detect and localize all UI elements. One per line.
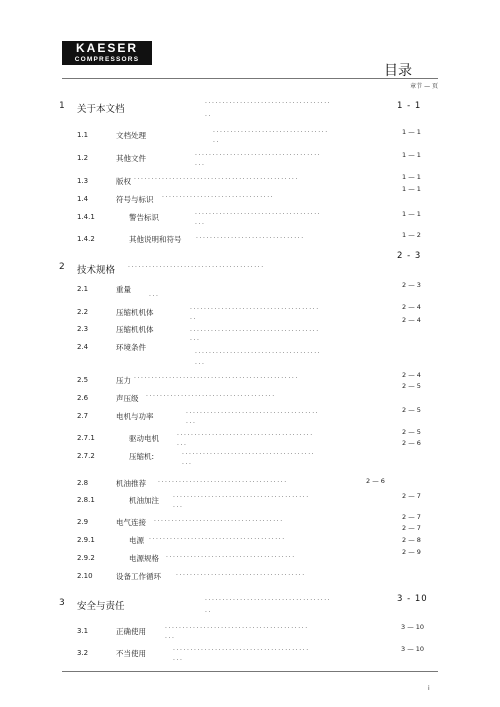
dot-leader: ··: [205, 609, 213, 616]
toc-entry-label[interactable]: 声压级: [116, 394, 139, 403]
toc-number: 2.1: [77, 285, 89, 293]
toc-entry-label[interactable]: 其他说明和符号: [129, 235, 182, 244]
dot-leader: ·····································: [146, 393, 276, 400]
dot-leader: ·········································: [165, 625, 309, 632]
toc-number: 1.3: [77, 177, 89, 185]
dot-leader: ·······································: [173, 647, 310, 654]
toc-page: 3 — 10: [401, 623, 425, 631]
toc-entry-label[interactable]: 压力: [116, 376, 131, 385]
toc-number: 3.1: [77, 627, 89, 635]
toc-entry-label[interactable]: 电气连接: [116, 518, 146, 527]
dot-leader: ···: [195, 361, 206, 368]
toc-entry-label[interactable]: 其他文件: [116, 154, 146, 163]
toc-page: 1 — 1: [402, 128, 421, 136]
toc-entry-label[interactable]: 压缩机机体: [116, 308, 154, 317]
toc-number: 1.4: [77, 195, 89, 203]
toc-entry-label[interactable]: 技术规格: [77, 265, 116, 276]
dot-leader: ····································: [195, 211, 322, 218]
toc-number: 3.2: [77, 649, 89, 657]
toc-page: 2 — 4: [402, 303, 421, 311]
toc-page: 1 — 1: [402, 185, 421, 193]
dot-leader: ··: [190, 316, 198, 323]
toc-number: 2.6: [77, 394, 89, 402]
toc-entry-label[interactable]: 安全与责任: [77, 601, 125, 612]
toc-page: 1 - 1: [397, 101, 422, 111]
toc-number: 1.4.1: [77, 213, 95, 221]
page-title: 目录: [384, 63, 412, 79]
toc-entry-label[interactable]: 电源规格: [129, 554, 159, 563]
toc-entry-label[interactable]: 驱动电机: [129, 434, 159, 443]
dot-leader: ···············································: [134, 375, 299, 382]
dot-leader: ··: [205, 113, 213, 120]
dot-leader: ····································: [195, 350, 322, 357]
logo-line2: COMPRESSORS: [74, 56, 140, 63]
dot-leader: ·····································: [176, 572, 306, 579]
toc-entry-label[interactable]: 不当使用: [116, 649, 146, 658]
toc-number: 2.2: [77, 308, 89, 316]
toc-page: 3 - 10: [397, 594, 428, 604]
toc-entry-label[interactable]: 电源: [129, 536, 144, 545]
toc-number: 2.3: [77, 325, 89, 333]
toc-page: 2 — 6: [366, 477, 385, 485]
logo-line1: KAESER: [75, 41, 138, 55]
dot-leader: ···: [190, 337, 201, 344]
toc-entry-label[interactable]: 符号与标识: [116, 195, 154, 204]
toc-page: 2 — 5: [402, 406, 421, 414]
toc-number: 2.7.1: [77, 434, 95, 442]
dot-leader: ·····································: [154, 518, 284, 525]
toc-page: 1 — 2: [402, 231, 421, 239]
page-number: i: [428, 685, 430, 692]
toc-entry-label[interactable]: 警告标识: [129, 213, 159, 222]
dot-leader: ·······································: [173, 494, 310, 501]
dot-leader: ·····································: [158, 479, 288, 486]
toc-page: 2 — 5: [402, 382, 421, 390]
dot-leader: ····································: [205, 100, 332, 107]
toc-number: 2.4: [77, 343, 89, 351]
toc-entry-label[interactable]: 重量: [116, 285, 131, 294]
toc-page: 1 — 1: [402, 151, 421, 159]
dot-leader: ·····································: [190, 328, 320, 335]
toc-entry-label[interactable]: 机油加注: [129, 496, 159, 505]
toc-number: 2.9.2: [77, 554, 95, 562]
toc-number: 2: [59, 262, 65, 272]
dot-leader: ···: [173, 657, 184, 664]
toc-number: 1.1: [77, 131, 89, 139]
dot-leader: ·······························: [196, 235, 305, 242]
toc-number: 2.7: [77, 412, 89, 420]
toc-page: 2 — 4: [402, 371, 421, 379]
toc-number: 1: [59, 101, 65, 111]
kaeser-logo: [62, 41, 152, 65]
toc-page: 1 — 1: [402, 210, 421, 218]
dot-leader: ···: [165, 635, 176, 642]
toc-page: 1 — 1: [402, 173, 421, 181]
toc-number: 1.4.2: [77, 235, 95, 243]
dot-leader: ···: [186, 420, 197, 427]
dot-leader: ·································: [213, 129, 329, 136]
toc-entry-label[interactable]: 设备工作循环: [116, 572, 161, 581]
toc-page: 2 — 6: [402, 439, 421, 447]
toc-page: 2 - 3: [397, 251, 422, 261]
page-column-header: 章节 — 页: [410, 83, 438, 90]
dot-leader: ·······································: [177, 432, 314, 439]
toc-entry-label[interactable]: 机油推荐: [116, 479, 146, 488]
dot-leader: ···: [182, 461, 193, 468]
dot-leader: ··: [213, 139, 221, 146]
dot-leader: ······································: [182, 451, 316, 458]
dot-leader: ···············································: [134, 176, 299, 183]
dot-leader: ································: [162, 194, 275, 201]
toc-entry-label[interactable]: 正确使用: [116, 627, 146, 636]
toc-entry-label[interactable]: 版权: [116, 177, 131, 186]
toc-number: 2.9: [77, 518, 89, 526]
toc-number: 2.9.1: [77, 536, 95, 544]
dot-leader: ····································: [205, 597, 332, 604]
toc-page: 2 — 5: [402, 428, 421, 436]
dot-leader: ···: [149, 293, 160, 300]
toc-entry-label[interactable]: 文档处理: [116, 131, 146, 140]
toc-page: 2 — 3: [402, 281, 421, 289]
toc-page: 3 — 10: [401, 645, 425, 653]
toc-number: 2.8.1: [77, 496, 95, 504]
dot-leader: ···: [195, 162, 206, 169]
toc-page: 2 — 8: [402, 536, 421, 544]
dot-leader: ····································: [195, 152, 322, 159]
toc-entry-label[interactable]: 电机与功率: [116, 412, 154, 421]
toc-entry-label[interactable]: 压缩机:: [129, 452, 155, 461]
dot-leader: ·······································: [149, 536, 286, 543]
dot-leader: ···: [173, 504, 184, 511]
toc-page: 2 — 7: [402, 513, 421, 521]
toc-entry-label[interactable]: 关于本文档: [77, 104, 125, 115]
footer-divider: [62, 671, 438, 672]
toc-entry-label[interactable]: 压缩机机体: [116, 325, 154, 334]
toc-number: 2.7.2: [77, 452, 95, 460]
toc-number: 2.5: [77, 376, 89, 384]
dot-leader: ·····································: [166, 554, 296, 561]
dot-leader: ···: [195, 221, 206, 228]
toc-number: 3: [59, 598, 65, 608]
toc-number: 1.2: [77, 154, 89, 162]
toc-page: 2 — 7: [402, 524, 421, 532]
toc-number: 2.8: [77, 479, 89, 487]
dot-leader: ······································: [186, 410, 320, 417]
toc-entry-label[interactable]: 环境条件: [116, 343, 146, 352]
toc-number: 2.10: [77, 572, 93, 580]
toc-page: 2 — 9: [402, 548, 421, 556]
dot-leader: ·····································: [190, 306, 320, 313]
dot-leader: ···: [177, 442, 188, 449]
header-divider: [62, 78, 438, 79]
dot-leader: ·······································: [128, 264, 265, 271]
toc-page: 2 — 7: [402, 492, 421, 500]
toc-page: 2 — 4: [402, 316, 421, 324]
